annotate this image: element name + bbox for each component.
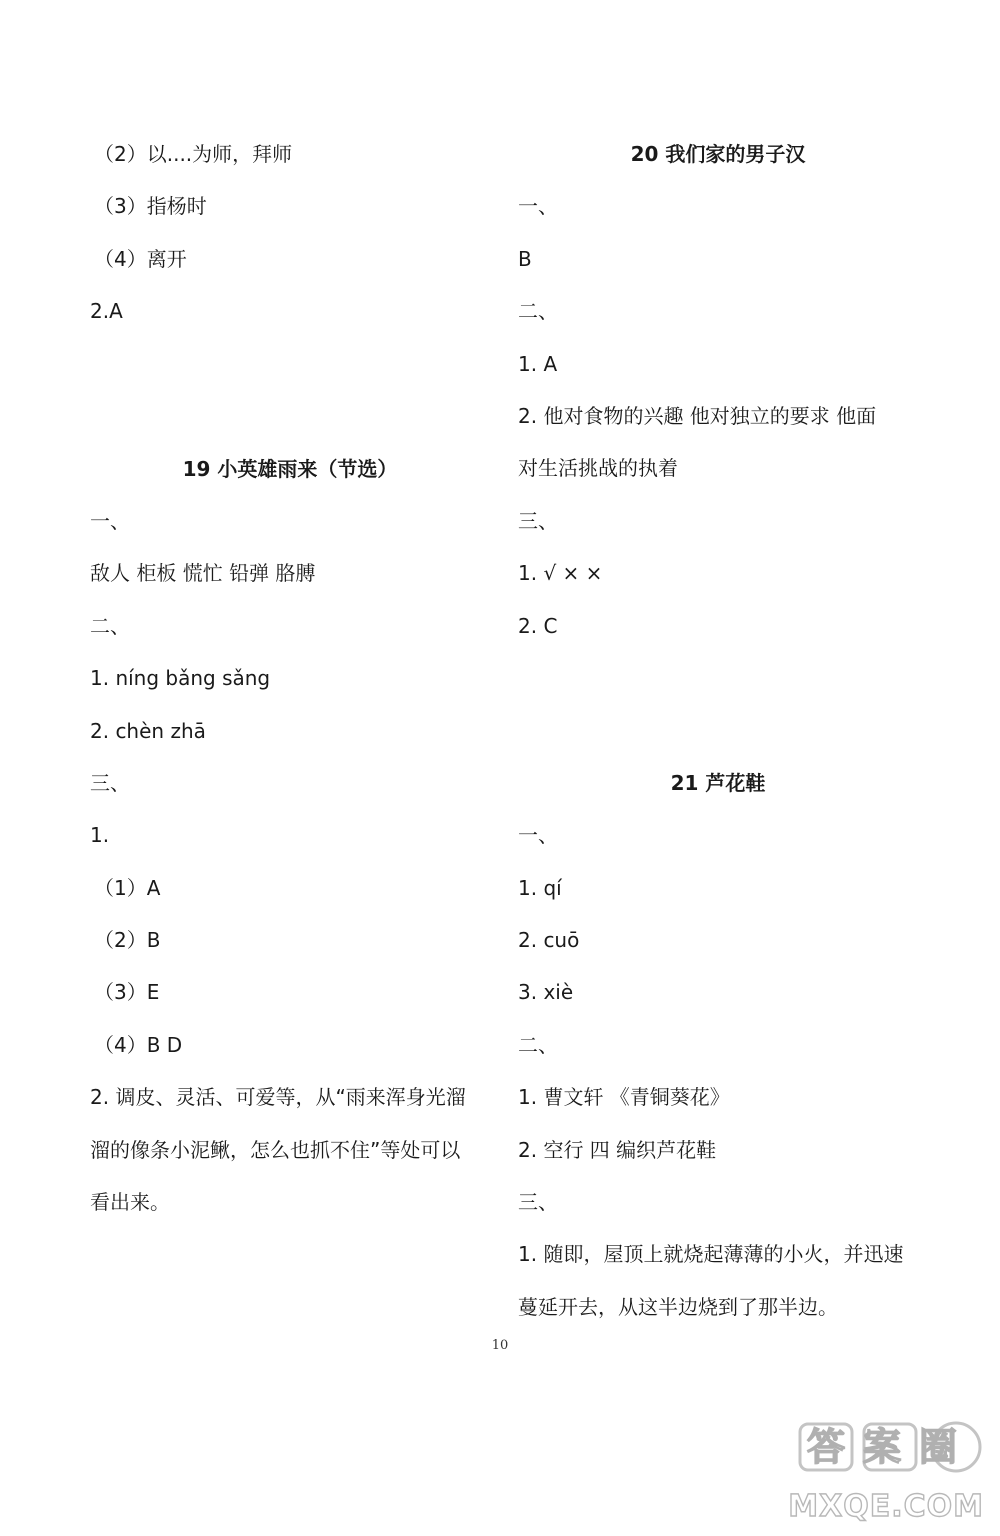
section-title-20: 20 我们家的男子汉 bbox=[630, 142, 806, 166]
answer-line: 蔓延开去，从这半边烧到了那半边。 bbox=[518, 1294, 838, 1319]
answer-line: 2. 他对食物的兴趣 他对独立的要求 他面 bbox=[518, 403, 877, 428]
part-heading: 二、 bbox=[518, 1032, 558, 1057]
answer-line: 1. bbox=[90, 823, 110, 848]
watermark-logo-text: 答案圈 bbox=[806, 1425, 976, 1469]
part-heading: 一、 bbox=[518, 823, 558, 848]
part-heading: 二、 bbox=[518, 299, 558, 324]
watermark bbox=[786, 1418, 986, 1524]
answer-line: （3）E bbox=[94, 980, 160, 1005]
answer-line: 2. cuō bbox=[518, 928, 580, 953]
answer-line: 2. C bbox=[518, 613, 558, 638]
answer-line: （4）B D bbox=[94, 1032, 183, 1057]
answer-line: 对生活挑战的执着 bbox=[518, 456, 678, 481]
left-column bbox=[90, 128, 490, 1228]
answer-line: 敌人 柜板 慌忙 铅弹 胳膊 bbox=[90, 561, 316, 586]
answer-line: 1. 随即，屋顶上就烧起薄薄的小火，并迅速 bbox=[518, 1242, 904, 1267]
answer-line: B bbox=[518, 246, 532, 271]
answer-line: 1. qí bbox=[518, 875, 562, 900]
page-number: 10 bbox=[491, 1338, 509, 1353]
spacer bbox=[90, 338, 490, 443]
section-title-21: 21 芦花鞋 bbox=[670, 770, 766, 795]
part-heading: 一、 bbox=[90, 508, 130, 533]
part-heading: 三、 bbox=[90, 770, 130, 795]
answer-line: 2. 空行 四 编织芦花鞋 bbox=[518, 1137, 717, 1162]
answer-line: 2. 调皮、灵活、可爱等，从“雨来浑身光溜 bbox=[90, 1085, 466, 1110]
answer-line: 2.A bbox=[90, 299, 123, 324]
answer-line: （4）离开 bbox=[94, 246, 187, 271]
answer-line: 1. √ × × bbox=[518, 561, 603, 586]
right-column bbox=[518, 128, 918, 1333]
answer-line: 3. xiè bbox=[518, 980, 574, 1005]
section-title-19: 19 小英雄雨来（节选） bbox=[182, 456, 398, 481]
answer-line: （1）A bbox=[94, 875, 161, 900]
part-heading: 三、 bbox=[518, 1190, 558, 1215]
answer-line: 溜的像条小泥鳅，怎么也抓不住”等处可以 bbox=[90, 1137, 461, 1162]
watermark-logo-icon bbox=[796, 1418, 986, 1476]
part-heading: 三、 bbox=[518, 508, 558, 533]
answer-line: 2. chèn zhā bbox=[90, 718, 206, 743]
answer-line: 1. A bbox=[518, 351, 558, 376]
answer-line: （2）B bbox=[94, 928, 161, 953]
answer-line: 1. 曹文轩 《青铜葵花》 bbox=[518, 1085, 730, 1110]
answer-line: 看出来。 bbox=[90, 1190, 170, 1215]
watermark-url: MXQE.COM bbox=[788, 1489, 984, 1524]
spacer bbox=[518, 652, 918, 757]
answer-line: 1. níng bǎng sǎng bbox=[90, 666, 271, 691]
part-heading: 二、 bbox=[90, 613, 130, 638]
answer-line: （3）指杨时 bbox=[94, 194, 207, 219]
answer-line: （2）以....为师，拜师 bbox=[94, 142, 293, 166]
part-heading: 一、 bbox=[518, 194, 558, 219]
